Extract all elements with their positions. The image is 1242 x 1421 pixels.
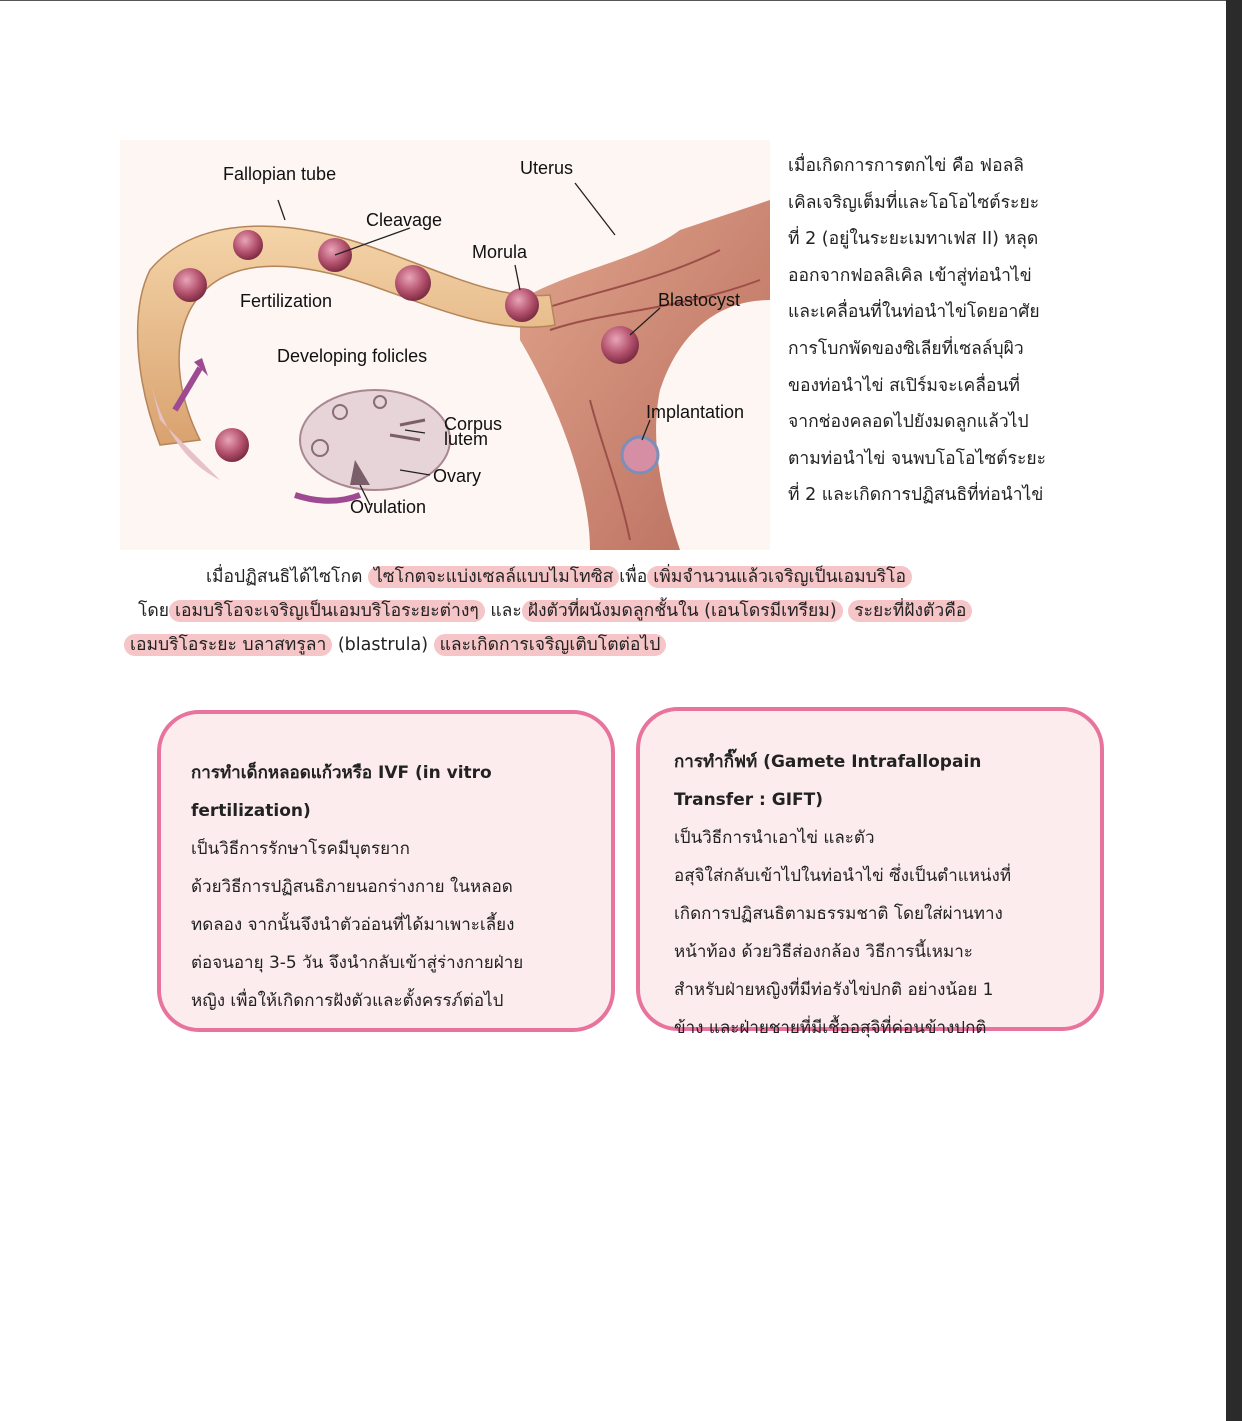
text-line: ข้าง และฝ่ายชายที่มีเชื้ออสุจิที่ค่อนข้างปกติ [674,1018,987,1038]
morula-cell [505,288,539,322]
ivf-title-2: fertilization) [191,801,311,821]
gift-title: การทำกิ๊ฟท์ (Gamete Intrafallopain [674,752,982,772]
text-line: ที่ 2 (อยู่ในระยะเมทาเฟส II) หลุด [788,229,1039,250]
label-ovary: Ovary [433,466,482,486]
text: (blastrula) [332,635,434,655]
para-line-3 [118,628,1098,662]
reproduction-diagram [120,140,770,550]
ivf-title-line [191,754,523,792]
text: เป็นวิธีการนำเอาไข่ และตัว [674,828,875,848]
para-line-2 [118,594,1098,628]
label-developing-folicles: Developing folicles [277,346,428,366]
highlight: เอมบริโอจะเจริญเป็นเอมบริโอระยะต่างๆ [169,600,485,622]
text-line: ทดลอง จากนั้นจึงนำตัวอ่อนที่ได้มาเพาะเลี้ยง [191,915,515,935]
label-corpus: Corpus [444,414,503,434]
text-line: สำหรับฝ่ายหญิงที่มีท่อรังไข่ปกติ อย่างน้อย 1 [674,980,994,1000]
text-line: และเคลื่อนที่ในท่อนำไข่โดยอาศัย [788,302,1040,323]
text-line [191,792,523,868]
highlight: ฝังตัวที่ผนังมดลูกชั้นใน (เอนโดรมีเทรียม) [522,600,843,622]
label-cleavage: Cleavage [366,210,443,230]
gift-title-2: Transfer : GIFT) [674,790,824,810]
top-border [0,0,1226,1]
highlight: ไซโกตจะแบ่งเซลล์แบบไมโทซิส [368,566,619,588]
label-ovulation: Ovulation [350,497,427,517]
gift-title-line [674,743,1011,781]
text-line: เมื่อเกิดการการตกไข่ คือ ฟอลลิ [788,156,1025,176]
text-line: อสุจิใส่กลับเข้าไปในท่อนำไข่ ซึ่งเป็นตำแหน่งที่ [674,866,1012,886]
gift-info-box [636,707,1104,1038]
text: เมื่อปฏิสนธิได้ไซโกต [206,567,363,587]
text-line: ด้วยวิธีการปฏิสนธิภายนอกร่างกาย ในหลอด [191,877,513,897]
text-line: การโบกพัดของซิเลียที่เซลล์บุผิว [788,338,1024,359]
ivf-info-box [157,710,615,1032]
text: เพื่อ [619,567,648,587]
text-line: ตามท่อนำไข่ จนพบโอโอไซต์ระยะ [788,448,1047,469]
label-uterus: Uterus [520,158,574,178]
label-implantation: Implantation [646,402,745,422]
text-line: ต่อจนอายุ 3-5 วัน จึงนำกลับเข้าสู่ร่างกายฝ่าย [191,953,524,973]
text-line: เกิดการปฏิสนธิตามธรรมชาติ โดยใส่ผ่านทาง [674,904,1003,924]
text: และ [484,601,522,621]
gift-text [674,743,1011,1047]
egg-early-cleavage [233,230,263,260]
implanted-embryo [622,437,658,473]
text-line: ของท่อนำไข่ สเปิร์มจะเคลื่อนที่ [788,375,1020,396]
text-line: หน้าท้อง ด้วยวิธีส่องกล้อง วิธีการนี้เหมาะ [674,942,973,962]
highlight: เอมบริโอระยะ บลาสทรูลา [124,634,332,656]
text-line [674,781,1011,857]
text: โดย [138,601,170,621]
text-line: ที่ 2 และเกิดการปฏิสนธิที่ท่อนำไข่ [788,485,1044,506]
text: เป็นวิธีการรักษาโรคมีบุตรยาก [191,839,410,859]
text-line: หญิง เพื่อให้เกิดการฝังตัวและตั้งครรภ์ต่อไป [191,991,504,1011]
highlight: ระยะที่ฝังตัวคือ [848,600,972,622]
egg-ovulated [215,428,249,462]
ivf-text [191,754,523,1020]
scrollbar[interactable] [1226,0,1242,1421]
highlight: และเกิดการเจริญเติบโตต่อไป [434,634,667,656]
egg-fertilization [173,268,207,302]
label-lutem: lutem [444,429,489,449]
label-fertilization: Fertilization [240,291,333,311]
label-morula: Morula [472,242,528,262]
side-description [788,148,1088,514]
egg-cleavage-2 [395,265,431,301]
label-blastocyst: Blastocyst [658,290,741,310]
text-line: จากช่องคลอดไปยังมดลูกแล้วไป [788,412,1029,433]
label-fallopian-tube: Fallopian tube [223,164,337,184]
highlight: เพิ่มจำนวนแล้วเจริญเป็นเอมบริโอ [647,566,912,588]
para-line-1 [118,560,1098,594]
text-line: เคิลเจริญเต็มที่และโอโอไซต์ระยะ [788,192,1040,213]
ivf-title: การทำเด็กหลอดแก้วหรือ IVF (in vitro [191,763,492,783]
text-line: ออกจากฟอลลิเคิล เข้าสู่ท่อนำไข่ [788,265,1032,286]
embryo-paragraph [118,560,1098,662]
